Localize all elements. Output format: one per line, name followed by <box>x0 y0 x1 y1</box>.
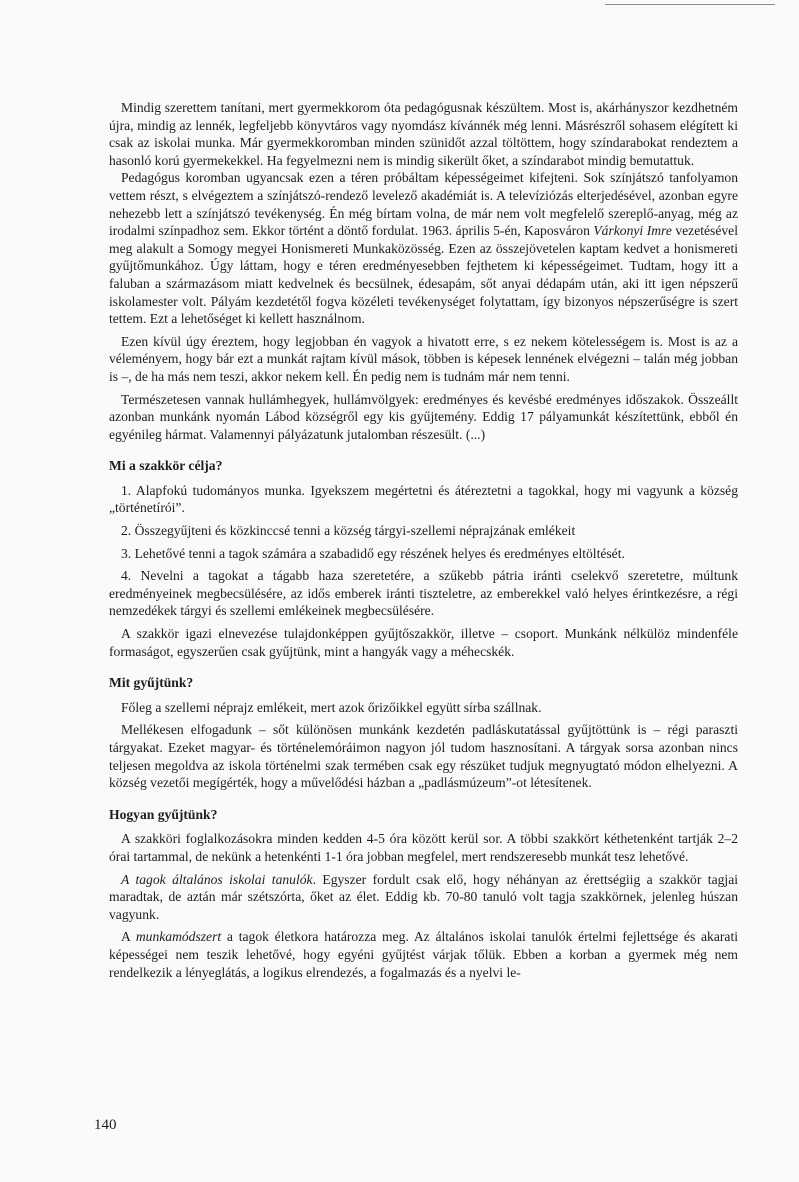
list-item: 2. Összegyűjteni és közkinccsé tenni a község tárgyi-szellemi néprajzának emlékeit <box>121 523 576 539</box>
text-run: Pedagógus koromban ugyancsak ezen a téren próbáltam képességeimet kifejteni. Sok színjátszó tanfolyamon vettem részt, s elvégeztem a színjátszó-rendező levelező akadémiát is. A televíziózás elterjedésével, azonban egyre nehezebb lett a színjátszó tevékenység. Én még bírtam volna, de már nem volt megfelelő szereplő-anyag, még az irodalmi színpadhoz sem. Ekkor történt a döntő fordulat. 1963. április 5-én, Kaposváron <box>109 170 738 239</box>
text-run: . Egyszer fordult csak elő, hogy néhányan az érettségiig a szakkör tagjai maradtak, de aztán már szétszórta, őket az élet. Eddig kb. 70-80 tanuló volt tagja szakkörnek, jelenleg húszan vagyunk. <box>109 871 738 922</box>
paragraph: A szakkör igazi elnevezése tulajdonképpen gyűjtőszakkör, illetve – csoport. Munkánk nélkülöz mindenféle formaságot, egyszerűen csak gyűjtünk, mint a hangyák vagy a méhecskék. <box>109 626 738 659</box>
section-heading: Mi a szakkör célja? <box>109 458 223 474</box>
paragraph: Mindig szerettem tanítani, mert gyermekkorom óta pedagógusnak készültem. Most is, akárhányszor kezdhetném újra, mindig az lennék, legfeljebb könyvtáros vagy nyomdász kívánnék még lenni. Másrészről sohasem elégített ki csak az iskolai munka. Már gyermekkoromban minden szünidőt azzal töltöttem, hogy színdarabokat rendeztem a hasonló korú gyermekekkel. Ha fegyelmezni nem is mindig sikerült őket, a színdarabot mindig bemutattuk. <box>109 100 738 168</box>
emphasis: munkamódszert <box>135 929 222 945</box>
section-heading: Mit gyűjtünk? <box>109 675 194 691</box>
text-run: vezetésével meg alakult a Somogy megyei Honismereti Munkaközösség. Ezen az összejövetelen kaptam kedvet a honismereti gyűjtőmunkához. Úgy láttam, hogy e téren eredményesebben fejthetem ki képességeimet. Tudtam, hogy itt a faluban a származásom miatt kedvelnek és becsülnek, édesapám, sőt anyai dédapám után, aki itt igen népszerű iskolamester volt. Pályám kezdetétől fogva közéleti tevékenységet folytattam, így bizonyos népszerűségre is szert tettem. Ezt a lehetőséget ki kellett használnom. <box>109 223 738 327</box>
list-item: 4. Nevelni a tagokat a tágabb haza szeretetére, a szűkebb pátria iránti cselekvő szeretetre, múltunk eredményeinek megbecsülésére, az idős emberek iránti tiszteletre, az emberekkel való helyes érintkezésre, a régi nemzedékek tárgyi és szellemi emlékeinek megbecsülésére. <box>109 568 738 619</box>
paragraph <box>109 871 738 924</box>
paragraph: A szakköri foglalkozásokra minden kedden 4-5 óra között kerül sor. A többi szakkört kéthetenként tartják 2–2 órai tartammal, de nekünk a hetenkénti 1-1 óra jobban megfelel, mert rendszeresebb munkát tesz lehetővé. <box>109 831 738 864</box>
paragraph: Ezen kívül úgy éreztem, hogy legjobban én vagyok a hivatott erre, s ez nekem kötelességem is. Most is az a véleményem, hogy bár ezt a munkát rajtam kívül mások, többen is képesek lennének elvégezni – talán még jobban is –, de ha más nem teszi, akkor nekem kell. Én pedig nem is tudnám már nem tenni. <box>109 333 738 384</box>
paragraph <box>109 928 738 981</box>
paragraph: Mellékesen elfogadunk – sőt különösen munkánk kezdetén padláskutatással gyűjtöttünk is – régi paraszti tárgyakat. Ezeket magyar- és történelemóráimon nagyon jól tudom hasznosítani. A tárgyak sorsa azonban nincs teljesen megoldva az iskola történelmi szak termében csak egy részüket tudjuk megnyugtató módon elhelyezni. A község vezetői megígérték, hogy a művelődési házban a „padlásmúzeum”-ot létesítenek. <box>109 722 738 791</box>
section-heading: Hogyan gyűjtünk? <box>109 806 218 822</box>
list-item: 1. Alapfokú tudományos munka. Igyekszem megértetni és átéreztetni a tagokkal, hogy mi vagyunk a község „történetírói”. <box>109 482 738 516</box>
list-item: 3. Lehetővé tenni a tagok számára a szabadidő egy részének helyes és eredményes eltöltését. <box>121 545 625 561</box>
emphasis: A tagok általános iskolai tanulók <box>121 871 313 887</box>
person-name: Várkonyi Imre <box>593 223 672 239</box>
document-body <box>109 99 738 981</box>
top-rule <box>605 4 775 5</box>
text-run: a tagok életkora határozza meg. Az általános iskolai tanulók értelmi fejlettsége és akarati képességei nem teszik lehetővé, hogy egyéni gyűjtést várjak tőlük. Ebben a korban a gyermek még nem rendelkezik a lényeglátás, a logikus elrendezés, a fogalmazás és a nyelvi le- <box>109 929 738 980</box>
paragraph: Főleg a szellemi néprajz emlékeit, mert azok őrizőikkel együtt sírba szállnak. <box>121 699 542 715</box>
goals-list <box>109 482 738 660</box>
paragraph <box>109 169 738 327</box>
page-number: 140 <box>94 1117 117 1133</box>
paragraph: Természetesen vannak hullámhegyek, hullámvölgyek: eredményes és kevésbé eredményes időszakok. Összeállt azonban munkánk nyomán Lábod községről egy kis gyűjtemény. Eddig 17 pályamunkát készítettünk, ebből én egyénileg hármat. Valamennyi pályázatunk jutalomban részesült. (...) <box>109 391 738 442</box>
text-run: A <box>121 929 136 945</box>
